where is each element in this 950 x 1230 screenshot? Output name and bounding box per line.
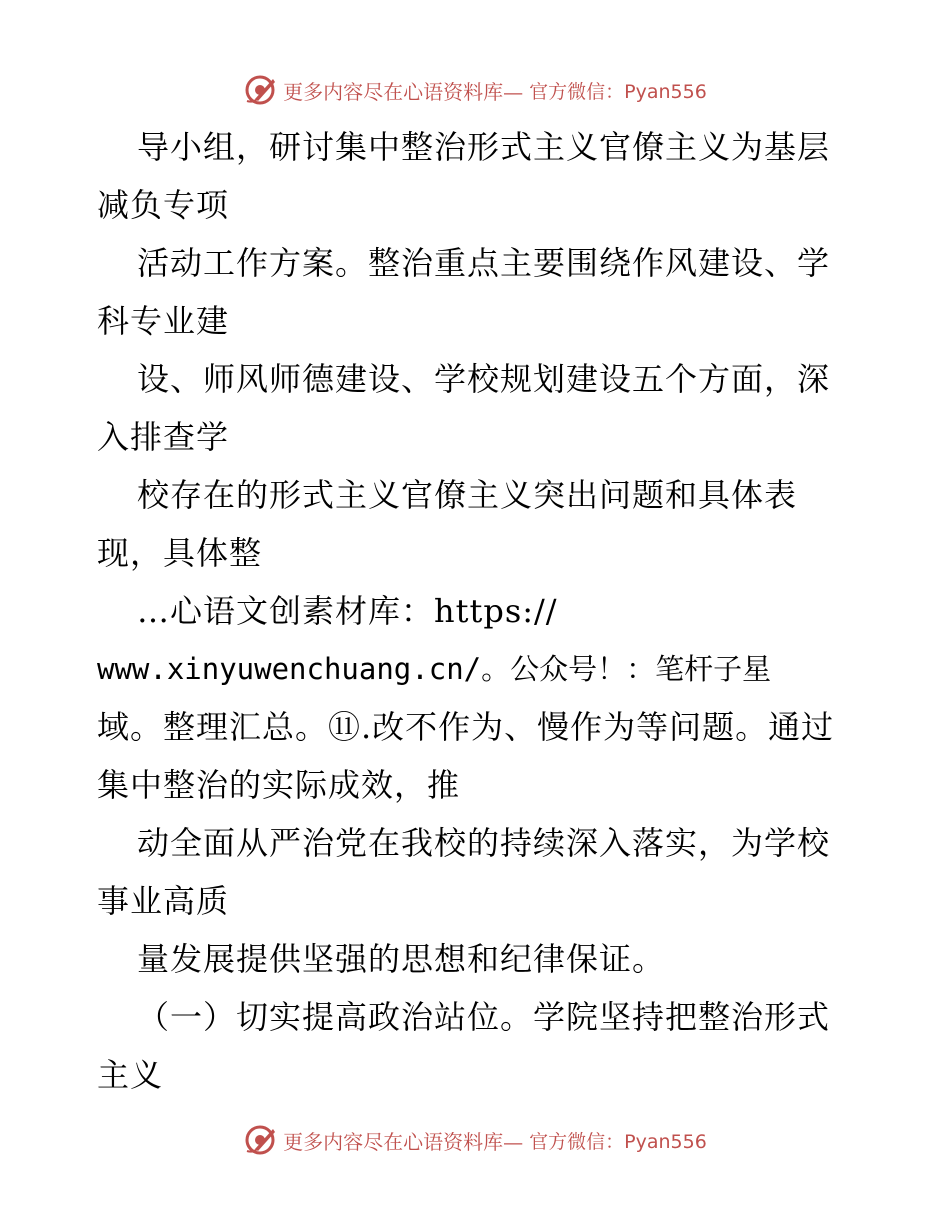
text-line: 动全面从严治党在我校的持续深入落实，为学校 <box>137 824 831 862</box>
document-body <box>97 118 857 1104</box>
text-line: 集中整治的实际成效，推 <box>97 766 461 804</box>
text-line: 域。整理汇总。⑪.改不作为、慢作为等问题。通过 <box>97 708 835 746</box>
pen-circle-icon <box>243 73 277 107</box>
text-line: www.xinyuwenchuang.cn/。公众号！：笔杆子星 <box>97 652 772 686</box>
header-banner-text: 更多内容尽在心语资料库— <box>283 79 524 104</box>
text-line: 活动工作方案。整治重点主要围绕作风建设、学 <box>137 244 831 282</box>
footer-banner-text: 更多内容尽在心语资料库— <box>283 1129 524 1154</box>
header-contact: 官方微信：Pyan556 <box>529 80 707 103</box>
text-line: 事业高质 <box>97 882 230 920</box>
text-line: 设、师风师德建设、学校规划建设五个方面，深 <box>137 360 831 398</box>
footer-banner <box>0 1118 950 1162</box>
header-banner <box>0 68 950 112</box>
text-line: 入排查学 <box>97 418 230 456</box>
text-line: （一）切实提高政治站位。学院坚持把整治形式 <box>137 998 831 1036</box>
footer-contact: 官方微信：Pyan556 <box>529 1130 707 1153</box>
text-line: 减负专项 <box>97 186 230 224</box>
text-line: 科专业建 <box>97 302 230 340</box>
text-line: 量发展提供坚强的思想和纪律保证。 <box>137 940 666 978</box>
text-line: …心语文创素材库：https:// <box>137 592 558 630</box>
text-line: 主义 <box>97 1056 164 1094</box>
text-line: 现，具体整 <box>97 534 263 572</box>
text-line: 校存在的形式主义官僚主义突出问题和具体表 <box>137 476 798 514</box>
pen-circle-icon <box>243 1123 277 1157</box>
text-line: 导小组，研讨集中整治形式主义官僚主义为基层 <box>137 128 831 166</box>
